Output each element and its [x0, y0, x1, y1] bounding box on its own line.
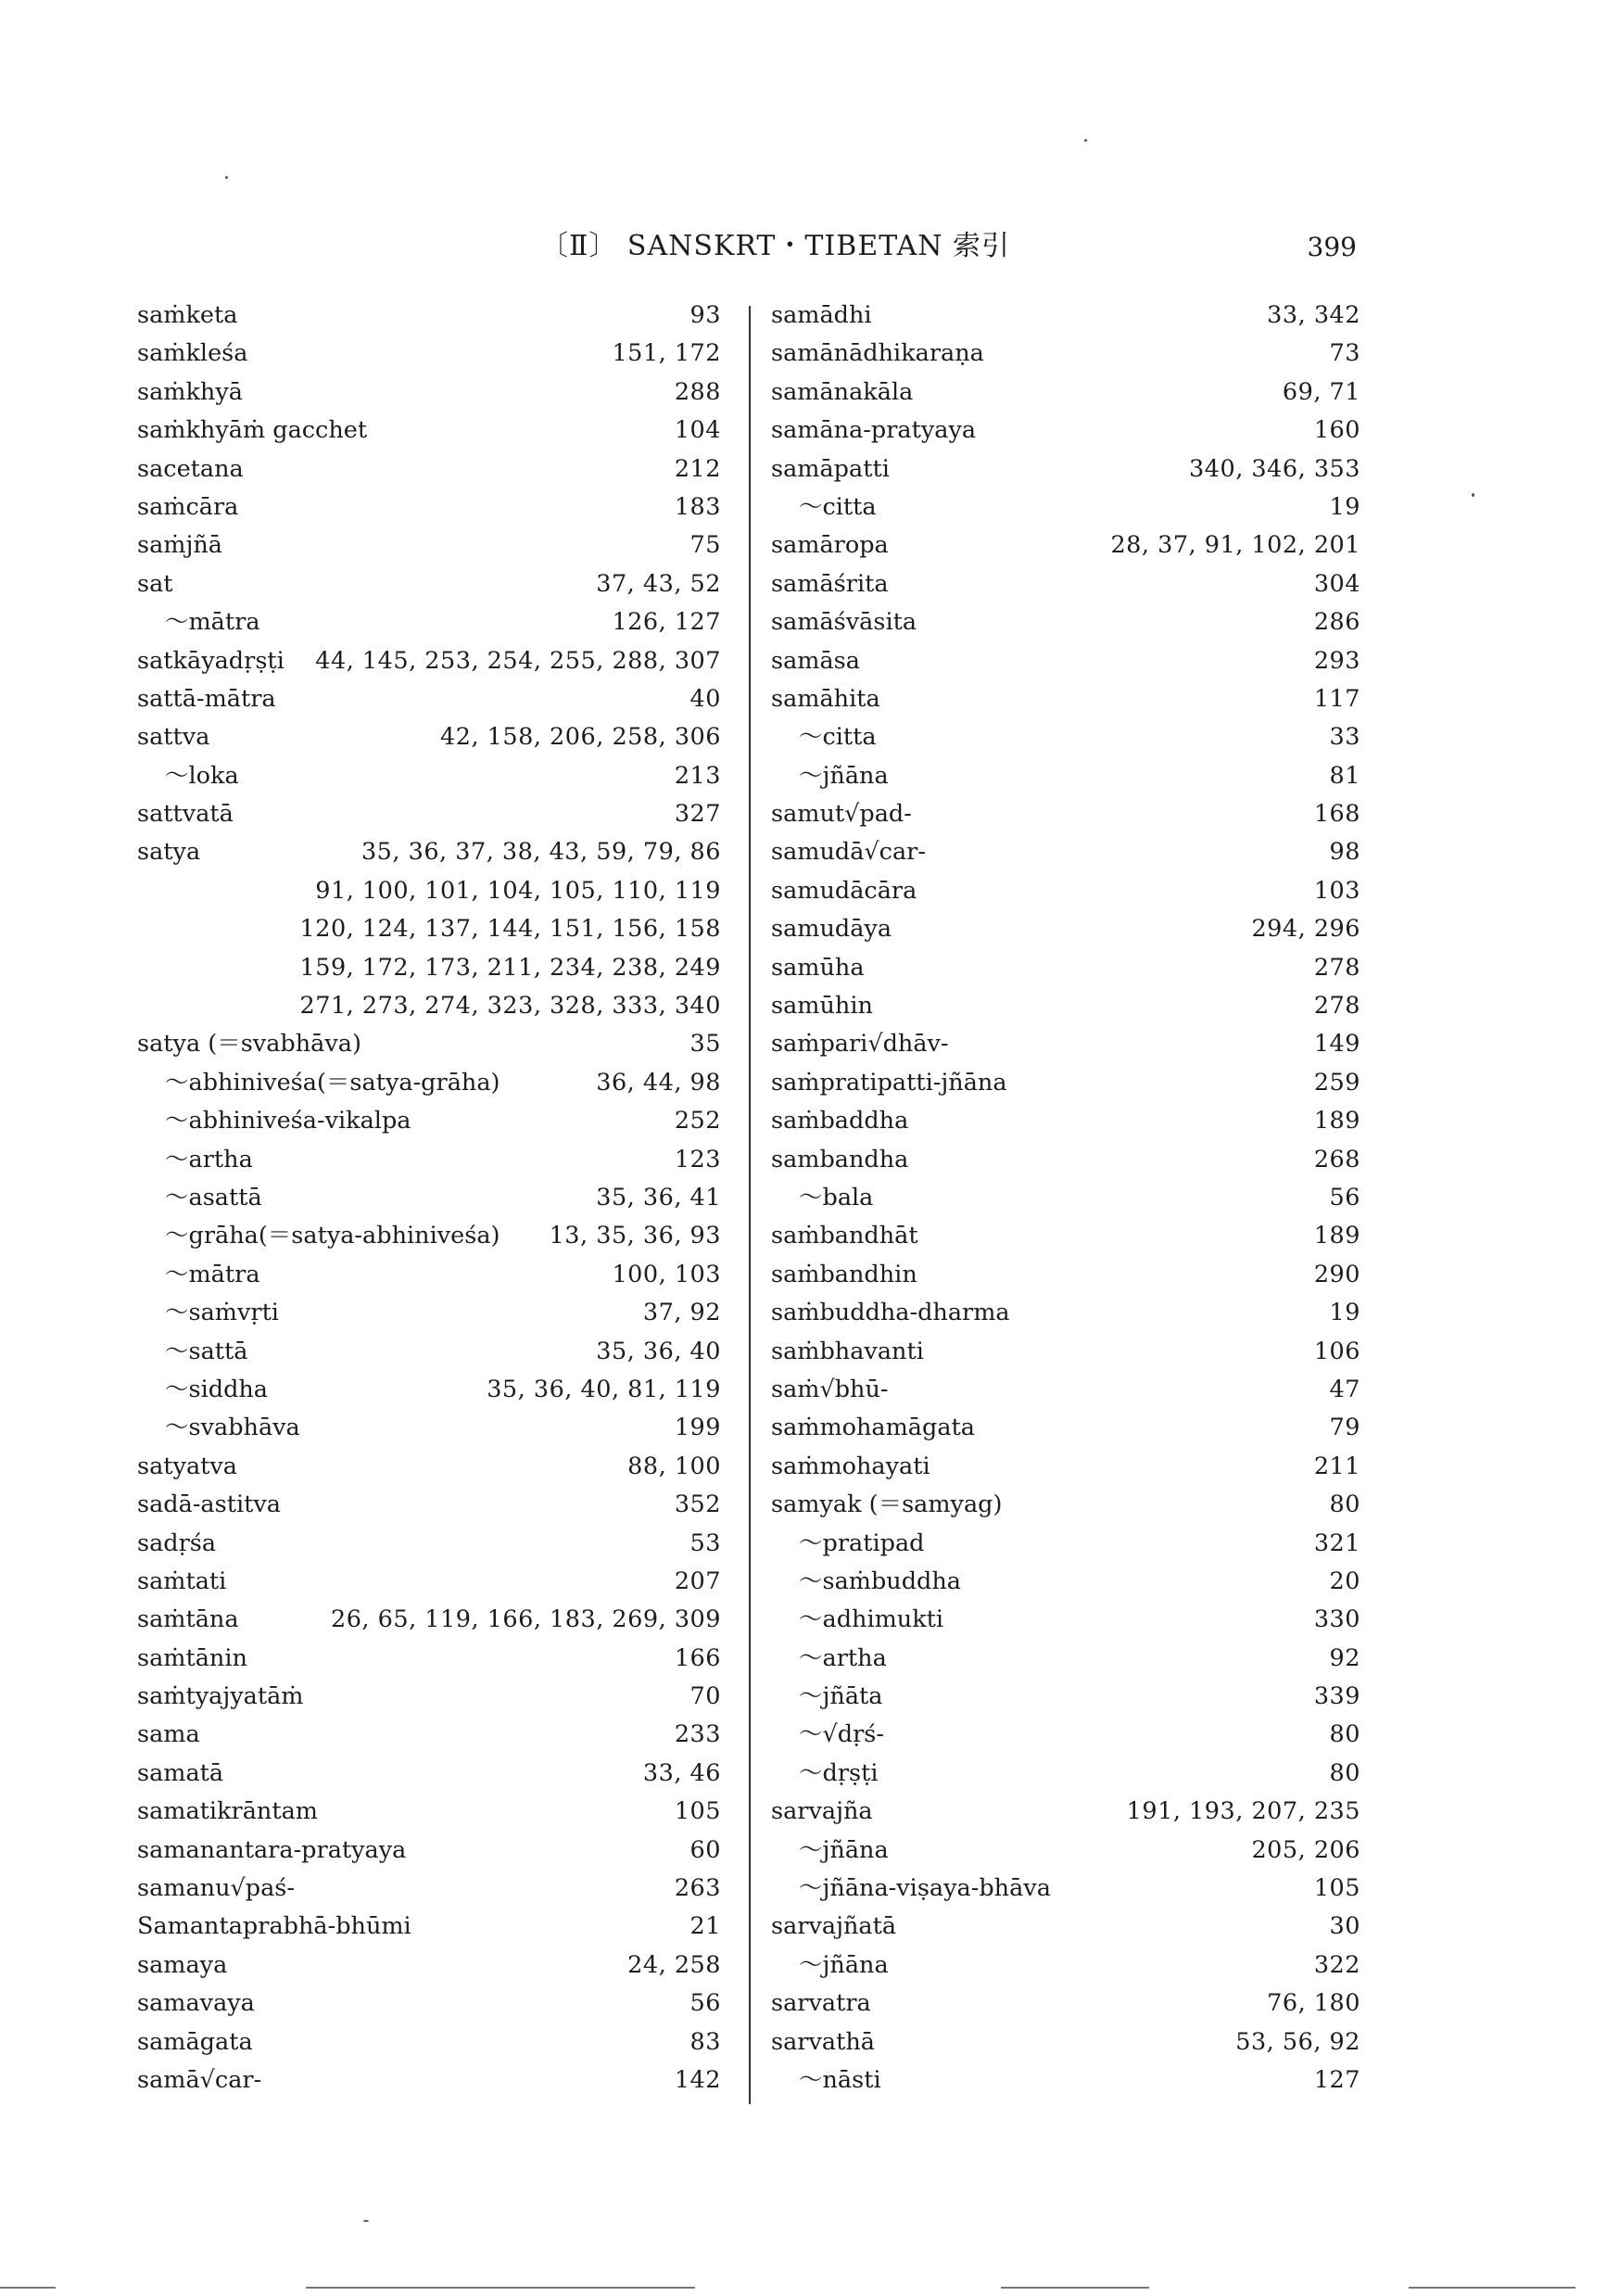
- entry-pages: 290: [1313, 1260, 1360, 1288]
- entry-pages: 103: [1313, 876, 1360, 905]
- index-entry: [771, 603, 1360, 641]
- index-entry: [137, 718, 721, 756]
- entry-term: samudācāra: [771, 876, 917, 905]
- entry-pages: 53, 56, 92: [1235, 2027, 1360, 2056]
- entry-term: samudāya: [771, 915, 892, 944]
- entry-term: ～grāha(＝satya-abhiniveśa): [165, 1222, 500, 1250]
- entry-pages: 91, 100, 101, 104, 105, 110, 119: [315, 876, 721, 905]
- entry-pages: 304: [1313, 569, 1360, 598]
- entry-term: ～bala: [799, 1183, 874, 1211]
- entry-pages: 104: [674, 416, 721, 445]
- index-entry: [137, 565, 721, 603]
- index-entry: [137, 1601, 721, 1639]
- index-entry: [137, 1755, 721, 1793]
- index-entry: [771, 1141, 1360, 1179]
- entry-pages: 294, 296: [1251, 915, 1360, 944]
- index-subentry: [137, 1179, 721, 1217]
- entry-term: sat: [137, 569, 173, 598]
- entry-term: Samantaprabhā-bhūmi: [137, 1912, 411, 1941]
- entry-pages: 80: [1329, 1720, 1360, 1749]
- entry-term: ～artha: [165, 1145, 253, 1173]
- entry-pages: 36, 44, 98: [596, 1068, 721, 1097]
- index-column-left: [137, 297, 721, 2099]
- entry-term: ～asattā: [165, 1183, 262, 1211]
- index-subentry: [137, 1409, 721, 1447]
- index-entry: [137, 680, 721, 718]
- entry-pages: 340, 346, 353: [1189, 454, 1360, 483]
- index-entry: [137, 2061, 721, 2099]
- page-header: [0, 219, 1619, 265]
- entry-pages: 37, 92: [642, 1299, 721, 1327]
- index-entry: [771, 642, 1360, 680]
- index-entry: [771, 2023, 1360, 2061]
- index-entry: [137, 412, 721, 450]
- index-entry: [771, 1793, 1360, 1831]
- entry-pages: 100, 103: [612, 1260, 721, 1288]
- entry-term: samatā: [137, 1758, 224, 1787]
- index-entry: [137, 1832, 721, 1870]
- entry-term: sarvatra: [771, 1989, 871, 2018]
- entry-term: ～dṛṣṭi: [799, 1758, 879, 1787]
- entry-pages: 20: [1329, 1567, 1360, 1595]
- entry-term: saṁpari√dhāv-: [771, 1030, 949, 1059]
- entry-pages: 33: [1329, 723, 1360, 752]
- index-subentry: [137, 1371, 721, 1409]
- entry-pages: 35, 36, 40: [596, 1337, 721, 1365]
- entry-term: samūhin: [771, 992, 873, 1021]
- entry-term: samāhita: [771, 684, 880, 713]
- index-entry: [771, 949, 1360, 987]
- entry-term: ～pratipad: [799, 1529, 925, 1557]
- index-subentry: [137, 1141, 721, 1179]
- entry-pages: 127: [1313, 2065, 1360, 2094]
- index-entry: [137, 1985, 721, 2023]
- entry-pages: 205, 206: [1251, 1835, 1360, 1864]
- entry-pages: 24, 258: [627, 1950, 721, 1979]
- entry-term: sattvatā: [137, 800, 234, 829]
- index-subentry: [771, 1755, 1360, 1793]
- index-entry: [771, 297, 1360, 335]
- index-entry: [137, 1563, 721, 1601]
- index-entry: [771, 1908, 1360, 1946]
- entry-term: samatikrāntam: [137, 1797, 318, 1826]
- entry-pages: 259: [1313, 1068, 1360, 1097]
- index-entry: [771, 910, 1360, 948]
- entry-pages: 278: [1313, 992, 1360, 1021]
- index-subentry: [771, 1563, 1360, 1601]
- index-entry: [771, 526, 1360, 564]
- entry-pages: 81: [1329, 761, 1360, 790]
- index-entry: [137, 297, 721, 335]
- index-subentry: [137, 1333, 721, 1371]
- index-entry: [771, 1371, 1360, 1409]
- entry-pages: 37, 43, 52: [596, 569, 721, 598]
- entry-pages: 293: [1313, 646, 1360, 675]
- entry-pages: 35, 36, 37, 38, 43, 59, 79, 86: [360, 838, 721, 867]
- entry-pages: 183: [674, 492, 721, 521]
- entry-term: ～nāsti: [799, 2065, 881, 2094]
- entry-pages: 26, 65, 119, 166, 183, 269, 309: [330, 1605, 721, 1634]
- entry-term: sama: [137, 1720, 200, 1749]
- entry-term: saṁcāra: [137, 492, 239, 521]
- entry-pages: 40: [689, 684, 721, 713]
- index-subentry: [771, 1601, 1360, 1639]
- index-entry: [771, 1448, 1360, 1486]
- index-entry: [137, 450, 721, 488]
- entry-term: saṁmohamāgata: [771, 1414, 975, 1442]
- index-subentry: [771, 1640, 1360, 1678]
- entry-pages: 56: [1329, 1183, 1360, 1211]
- entry-pages: 212: [674, 454, 721, 483]
- index-entry: [137, 526, 721, 564]
- entry-pages: 28, 37, 91, 102, 201: [1110, 531, 1360, 560]
- index-entry: [771, 412, 1360, 450]
- entry-pages: 322: [1313, 1950, 1360, 1979]
- index-entry: [137, 1793, 721, 1831]
- entry-term: ～artha: [799, 1643, 887, 1672]
- entry-term: saṁkleśa: [137, 339, 248, 368]
- entry-term: ～jñāna: [799, 1835, 889, 1864]
- entry-term: samudā√car-: [771, 838, 926, 867]
- index-entry: [137, 1640, 721, 1678]
- entry-term: sadā-astitva: [137, 1490, 281, 1519]
- index-entry: [137, 488, 721, 526]
- entry-pages: 149: [1313, 1030, 1360, 1059]
- entry-term: sarvajñatā: [771, 1912, 897, 1941]
- index-entry: [137, 1716, 721, 1754]
- entry-term: ～mātra: [165, 1260, 260, 1288]
- index-subentry: [771, 1525, 1360, 1563]
- entry-pages: 159, 172, 173, 211, 234, 238, 249: [299, 953, 721, 982]
- entry-term: samavaya: [137, 1989, 255, 2018]
- entry-pages: 268: [1313, 1145, 1360, 1173]
- entry-term: sattva: [137, 723, 210, 752]
- entry-pages: 70: [689, 1682, 721, 1711]
- entry-pages: 191, 193, 207, 235: [1126, 1797, 1360, 1826]
- entry-term: saṁtāna: [137, 1605, 239, 1634]
- entry-pages: 33, 342: [1267, 301, 1360, 329]
- entry-term: saṁbaddha: [771, 1107, 909, 1135]
- entry-term: samāropa: [771, 531, 889, 560]
- index-entry: [137, 374, 721, 412]
- index-entry: [771, 450, 1360, 488]
- entry-pages: 35, 36, 40, 81, 119: [487, 1375, 721, 1403]
- index-entry: [771, 1294, 1360, 1332]
- entry-pages: 56: [689, 1989, 721, 2018]
- entry-term: ～citta: [799, 492, 877, 521]
- index-subentry: [771, 1716, 1360, 1754]
- index-entry: [771, 1064, 1360, 1102]
- entry-pages: 199: [674, 1414, 721, 1442]
- entry-pages: 123: [674, 1145, 721, 1173]
- entry-term: sacetana: [137, 454, 244, 483]
- entry-pages: 120, 124, 137, 144, 151, 156, 158: [299, 915, 721, 944]
- entry-term: ～saṁbuddha: [799, 1567, 961, 1595]
- entry-pages: 168: [1313, 800, 1360, 829]
- entry-term: saṁketa: [137, 301, 238, 329]
- entry-term: saṁjñā: [137, 531, 223, 560]
- entry-pages: 106: [1313, 1337, 1360, 1365]
- index-entry-continuation: [137, 872, 721, 910]
- entry-pages: 213: [674, 761, 721, 790]
- index-entry: [771, 1985, 1360, 2023]
- entry-term: satya: [137, 838, 201, 867]
- entry-pages: 44, 145, 253, 254, 255, 288, 307: [315, 646, 721, 675]
- entry-pages: 288: [674, 377, 721, 406]
- index-entry: [137, 795, 721, 833]
- index-entry: [771, 1486, 1360, 1524]
- entry-pages: 151, 172: [612, 339, 721, 368]
- index-entry: [771, 1025, 1360, 1063]
- entry-term: ～adhimukti: [799, 1605, 944, 1634]
- entry-term: samānakāla: [771, 377, 914, 406]
- entry-pages: 13, 35, 36, 93: [549, 1222, 721, 1250]
- entry-term: samanantara-pratyaya: [137, 1835, 407, 1864]
- index-subentry: [771, 718, 1360, 756]
- entry-pages: 263: [674, 1874, 721, 1903]
- entry-pages: 47: [1329, 1375, 1360, 1403]
- entry-pages: 126, 127: [612, 608, 721, 637]
- entry-term: satya (＝svabhāva): [137, 1030, 361, 1059]
- entry-pages: 207: [674, 1567, 721, 1595]
- entry-pages: 19: [1329, 492, 1360, 521]
- index-entry: [771, 1102, 1360, 1140]
- entry-term: samāgata: [137, 2027, 253, 2056]
- entry-pages: 35, 36, 41: [596, 1183, 721, 1211]
- entry-term: satkāyadṛṣṭi: [137, 646, 285, 675]
- entry-pages: 117: [1313, 684, 1360, 713]
- index-entry: [137, 1947, 721, 1985]
- entry-term: ～jñāna: [799, 761, 889, 790]
- entry-pages: 79: [1329, 1414, 1360, 1442]
- entry-term: ～jñāta: [799, 1682, 883, 1711]
- entry-term: samā√car-: [137, 2065, 262, 2094]
- entry-pages: 83: [689, 2027, 721, 2056]
- entry-term: saṁpratipatti-jñāna: [771, 1068, 1007, 1097]
- entry-term: ～abhiniveśa(＝satya-grāha): [165, 1068, 500, 1097]
- entry-pages: 278: [1313, 953, 1360, 982]
- entry-pages: 105: [674, 1797, 721, 1826]
- entry-pages: 189: [1313, 1107, 1360, 1135]
- entry-pages: 30: [1329, 1912, 1360, 1941]
- index-entry: [771, 987, 1360, 1025]
- entry-term: samāśvāsita: [771, 608, 917, 637]
- entry-pages: 80: [1329, 1758, 1360, 1787]
- entry-term: samyak (＝samyag): [771, 1490, 1003, 1519]
- entry-term: ～loka: [165, 761, 239, 790]
- index-subentry: [771, 488, 1360, 526]
- entry-pages: 166: [674, 1643, 721, 1672]
- index-entry-continuation: [137, 987, 721, 1025]
- scan-speck: [363, 2220, 369, 2222]
- index-subentry: [137, 1064, 721, 1102]
- entry-pages: 42, 158, 206, 258, 306: [440, 723, 721, 752]
- entry-pages: 53: [689, 1529, 721, 1557]
- index-entry: [137, 1525, 721, 1563]
- entry-term: ～√dṛś-: [799, 1720, 884, 1749]
- running-title: 〔Ⅱ〕 SANSKRT・TIBETAN 索引: [540, 230, 1011, 262]
- entry-term: ～abhiniveśa-vikalpa: [165, 1107, 411, 1135]
- entry-pages: 76, 180: [1267, 1989, 1360, 2018]
- index-entry: [137, 1908, 721, 1946]
- entry-term: ～jñāna-viṣaya-bhāva: [799, 1874, 1051, 1903]
- index-entry-continuation: [137, 910, 721, 948]
- index-subentry: [137, 1294, 721, 1332]
- index-subentry: [771, 757, 1360, 795]
- entry-term: sarvajña: [771, 1797, 873, 1826]
- entry-pages: 35: [689, 1030, 721, 1059]
- entry-term: ～svabhāva: [165, 1414, 300, 1442]
- entry-term: saṁbandhin: [771, 1260, 917, 1288]
- entry-term: samaya: [137, 1950, 228, 1979]
- entry-pages: 321: [1313, 1529, 1360, 1557]
- entry-term: samāsa: [771, 646, 860, 675]
- index-entry: [771, 1256, 1360, 1294]
- index-subentry: [137, 1217, 721, 1255]
- entry-term: saṁtati: [137, 1567, 227, 1595]
- entry-pages: 92: [1329, 1643, 1360, 1672]
- entry-pages: 98: [1329, 838, 1360, 867]
- entry-pages: 88, 100: [627, 1452, 721, 1480]
- index-subentry: [771, 1179, 1360, 1217]
- entry-term: saṁbhavanti: [771, 1337, 924, 1365]
- entry-term: samāna-pratyaya: [771, 416, 977, 445]
- entry-term: ～siddha: [165, 1375, 269, 1403]
- index-entry: [137, 1870, 721, 1908]
- index-entry: [771, 795, 1360, 833]
- entry-pages: 327: [674, 800, 721, 829]
- index-entry: [771, 1333, 1360, 1371]
- entry-pages: 21: [689, 1912, 721, 1941]
- scan-speck: [225, 176, 228, 179]
- entry-term: sarvathā: [771, 2027, 875, 2056]
- entry-pages: 33, 46: [642, 1758, 721, 1787]
- index-entry: [771, 565, 1360, 603]
- scan-edge-marks: [0, 2259, 1619, 2296]
- index-entry-continuation: [137, 949, 721, 987]
- entry-pages: 271, 273, 274, 323, 328, 333, 340: [299, 992, 721, 1021]
- entry-term: ～jñāna: [799, 1950, 889, 1979]
- entry-pages: 60: [689, 1835, 721, 1864]
- index-entry: [137, 1448, 721, 1486]
- index-entry: [137, 1678, 721, 1716]
- entry-pages: 211: [1313, 1452, 1360, 1480]
- entry-pages: 80: [1329, 1490, 1360, 1519]
- entry-pages: 330: [1313, 1605, 1360, 1634]
- entry-term: ～mātra: [165, 608, 260, 637]
- entry-pages: 160: [1313, 416, 1360, 445]
- entry-pages: 252: [674, 1107, 721, 1135]
- index-entry: [137, 1025, 721, 1063]
- entry-term: samāpatti: [771, 454, 890, 483]
- index-subentry: [771, 1870, 1360, 1908]
- entry-term: saṁkhyā: [137, 377, 243, 406]
- entry-pages: 105: [1313, 1874, 1360, 1903]
- entry-term: samādhi: [771, 301, 872, 329]
- entry-term: saṁkhyāṁ gacchet: [137, 416, 368, 445]
- entry-term: satyatva: [137, 1452, 238, 1480]
- entry-term: samūha: [771, 953, 865, 982]
- entry-pages: 69, 71: [1282, 377, 1360, 406]
- index-entry: [137, 833, 721, 871]
- entry-term: ～citta: [799, 723, 877, 752]
- index-subentry: [137, 603, 721, 641]
- index-subentry: [771, 1947, 1360, 1985]
- entry-pages: 352: [674, 1490, 721, 1519]
- index-entry: [137, 335, 721, 373]
- index-entry: [771, 680, 1360, 718]
- column-divider: [749, 306, 751, 2104]
- entry-term: saṁbandhāt: [771, 1222, 918, 1250]
- index-entry: [771, 1409, 1360, 1447]
- scan-speck: [1472, 493, 1474, 497]
- index-entry: [137, 642, 721, 680]
- entry-term: samut√pad-: [771, 800, 912, 829]
- entry-term: saṁmohayati: [771, 1452, 930, 1480]
- entry-term: sattā-mātra: [137, 684, 276, 713]
- entry-term: saṁ√bhū-: [771, 1375, 889, 1403]
- entry-pages: 233: [674, 1720, 721, 1749]
- index-entry: [771, 1217, 1360, 1255]
- entry-term: sambandha: [771, 1145, 909, 1173]
- entry-pages: 75: [689, 531, 721, 560]
- entry-term: samāśrita: [771, 569, 889, 598]
- index-subentry: [771, 1832, 1360, 1870]
- index-subentry: [137, 1256, 721, 1294]
- index-column-right: [771, 297, 1360, 2099]
- entry-pages: 73: [1329, 339, 1360, 368]
- entry-pages: 19: [1329, 1299, 1360, 1327]
- index-entry: [137, 1486, 721, 1524]
- entry-pages: 142: [674, 2065, 721, 2094]
- entry-term: ～sattā: [165, 1337, 248, 1365]
- index-subentry: [137, 1102, 721, 1140]
- entry-pages: 189: [1313, 1222, 1360, 1250]
- entry-term: samānādhikaraṇa: [771, 339, 984, 368]
- index-entry: [771, 335, 1360, 373]
- index-entry: [137, 2023, 721, 2061]
- index-entry: [771, 872, 1360, 910]
- entry-term: saṁtyajyatāṁ: [137, 1682, 304, 1711]
- index-entry: [771, 833, 1360, 871]
- entry-term: sadṛśa: [137, 1529, 217, 1557]
- index-entry: [771, 374, 1360, 412]
- page-number: 399: [1307, 232, 1357, 262]
- entry-term: samanu√paś-: [137, 1874, 295, 1903]
- index-subentry: [771, 2061, 1360, 2099]
- entry-pages: 339: [1313, 1682, 1360, 1711]
- entry-pages: 286: [1313, 608, 1360, 637]
- entry-term: ～saṁvṛti: [165, 1299, 279, 1327]
- entry-pages: 93: [689, 301, 721, 329]
- scan-speck: [1084, 139, 1087, 142]
- index-subentry: [137, 757, 721, 795]
- entry-term: saṁbuddha-dharma: [771, 1299, 1010, 1327]
- index-subentry: [771, 1678, 1360, 1716]
- entry-term: saṁtānin: [137, 1643, 247, 1672]
